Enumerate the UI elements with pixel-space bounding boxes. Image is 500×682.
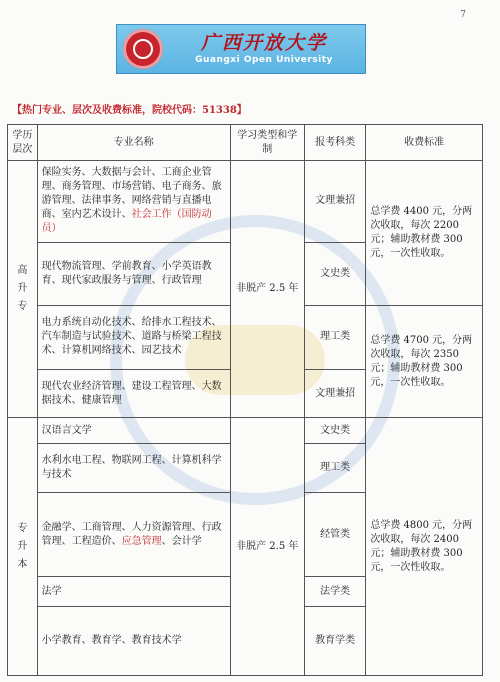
major-cell: 金融学、工商管理、人力资源管理、行政管理、工程造价、应急管理、会计学 (37, 492, 230, 577)
major-cell: 现代农业经济管理、建设工程管理、大数据技术、健康管理 (37, 369, 230, 418)
fee-table (7, 124, 483, 676)
subject-cell: 经管类 (304, 492, 365, 577)
subject-cell: 法学类 (304, 577, 365, 607)
page-number: 7 (460, 10, 466, 20)
university-seal-icon (123, 29, 163, 69)
header-level: 学历层次 (8, 125, 38, 161)
section-heading: 【热门专业、层次及收费标准，院校代码：51338】 (12, 105, 247, 116)
fee-cell: 总学费 4700 元，分两次收取，每次 2350 元；辅助教材费 300 元，一次性收取。 (366, 306, 483, 418)
major-cell: 现代物流管理、学前教育、小学英语教育、现代家政服务与管理、行政管理 (37, 242, 230, 306)
highlight-major: 社会工作（国防动员） (41, 209, 212, 235)
study-type-cell: 非脱产 2.5 年 (230, 161, 304, 418)
banner-text (163, 32, 365, 66)
header-study-type: 学习类型和学制 (230, 125, 304, 161)
subject-cell: 文理兼招 (304, 161, 365, 243)
level-cell: 专 升 本 (8, 418, 38, 676)
university-banner (116, 24, 366, 74)
subject-cell: 理工类 (304, 443, 365, 492)
subject-cell: 理工类 (304, 306, 365, 370)
major-cell: 法学 (37, 577, 230, 607)
subject-cell: 文史类 (304, 242, 365, 306)
major-cell: 汉语言文学 (37, 418, 230, 443)
subject-cell: 教育学类 (304, 607, 365, 676)
subject-cell: 文史类 (304, 418, 365, 443)
major-cell: 小学教育、教育学、教育技术学 (37, 607, 230, 676)
banner-title-en: Guangxi Open University (195, 55, 333, 65)
subject-cell: 文理兼招 (304, 369, 365, 418)
header-major: 专业名称 (37, 125, 230, 161)
major-cell: 电力系统自动化技术、给排水工程技术、汽车制造与试验技术、道路与桥梁工程技术、计算机网络技术、园艺技术 (37, 306, 230, 370)
highlight-major: 应急管理 (121, 535, 162, 547)
fee-cell: 总学费 4400 元，分两次收取，每次 2200 元；辅助教材费 300 元，一次性收取。 (366, 161, 483, 306)
study-type-cell: 非脱产 2.5 年 (230, 418, 304, 676)
level-cell: 高 升 专 (8, 161, 38, 418)
banner-title-cn: 广西开放大学 (200, 32, 327, 54)
fee-cell: 总学费 4800 元，分两次收取，每次 2400 元；辅助教材费 300 元，一次性收取。 (366, 418, 483, 676)
major-cell: 水利水电工程、物联网工程、计算机科学与技术 (37, 443, 230, 492)
header-fee: 收费标准 (366, 125, 483, 161)
header-subject: 报考科类 (304, 125, 365, 161)
major-cell: 保险实务、大数据与会计、工商企业管理、商务管理、市场营销、电子商务、旅游管理、法律事务、网络营销与直播电商、室内艺术设计、社会工作（国防动员） (37, 161, 230, 243)
